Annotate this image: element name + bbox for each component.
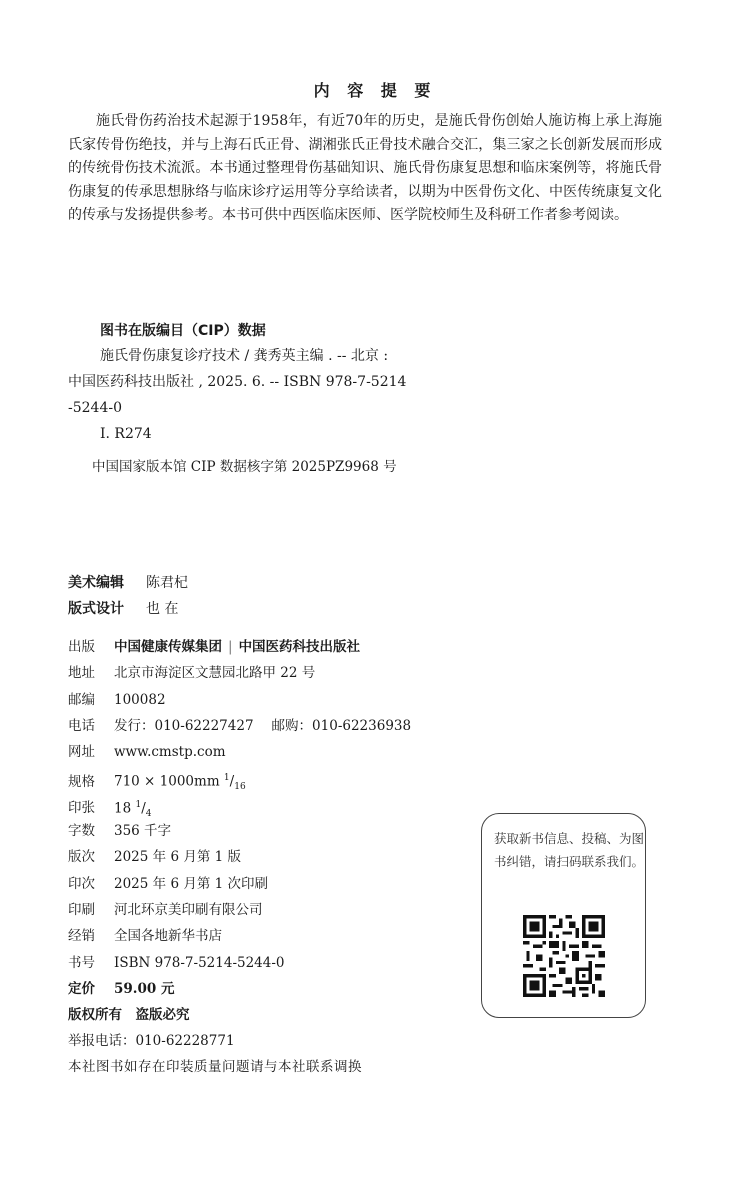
info-label: 网址 (68, 744, 95, 761)
credit-layout-designer (68, 598, 178, 618)
info-label: 电话 (68, 717, 95, 734)
info-row-distributor (68, 923, 411, 949)
info-row-word-count (68, 818, 411, 844)
info-label: 地址 (68, 665, 95, 682)
cip-line-1: 施氏骨伤康复诊疗技术 / 龚秀英主编 . -- 北京 : (100, 348, 389, 364)
cip-record-number: 中国国家版本馆 CIP 数据核字第 2025PZ9968 号 (92, 459, 397, 475)
distributor-value: 全国各地新华书店 (114, 928, 222, 945)
credit-label: 美术编辑 (68, 575, 124, 591)
cip-line-3: -5244-0 (68, 400, 122, 416)
qr-card-text: 获取新书信息、投稿、为图书纠错，请扫码联系我们。 (494, 831, 645, 869)
credit-value: 也 在 (146, 601, 179, 617)
phone-mail-order: 邮购：010-62236938 (271, 717, 412, 734)
page-title: 内 容 提 要 (313, 81, 437, 100)
publisher-group: 中国健康传媒集团 (114, 639, 222, 655)
info-label: 书号 (68, 954, 95, 971)
info-row-publisher (68, 634, 411, 660)
quality-notice: 本社图书如存在印装质量问题请与本社联系调换 (68, 1059, 362, 1075)
abstract-text: 施氏骨伤药治技术起源于1958年，有近70年的历史，是施氏骨伤创始人施访梅上承上海施氏家传骨伤绝技，并与上海石氏正骨、湖湘张氏正骨技术融合交汇，集三家之长创新发展而形成的传统骨伤技术流派。本书通过整理骨伤基础知识、施氏骨伤康复思想和临床案例等，将施氏骨伤康复的传承思想脉络与临床诊疗运用等分享给读者，以期为中医骨伤文化、中医传统康复文化的传承与发扬提供参考。本书可供中西医临床医师、医学院校师生及科研工作者参考阅读。 (68, 113, 662, 224)
info-row-impression (68, 871, 411, 897)
cip-classification: Ⅰ. R274 (100, 426, 152, 442)
credit-value: 陈君杞 (146, 575, 188, 591)
info-row-website (68, 739, 411, 765)
info-label: 印次 (68, 875, 95, 892)
info-label: 版次 (68, 849, 95, 866)
report-phone: 举报电话：010-62228771 (68, 1033, 235, 1050)
info-row-printer (68, 897, 411, 923)
sheets-value: 18 $^1/_4$ (114, 799, 152, 819)
info-row-address (68, 660, 411, 686)
info-label: 字数 (68, 823, 95, 840)
info-label: 经销 (68, 928, 95, 945)
info-label: 印刷 (68, 901, 95, 918)
publisher-name: 中国医药科技出版社 (238, 639, 361, 655)
phone-distribution: 发行：010-62227427 (114, 717, 254, 734)
copyright-notice: 版权所有 盗版必究 (68, 1007, 190, 1024)
impression-value: 2025 年 6 月第 1 次印刷 (114, 875, 268, 892)
info-label: 规格 (68, 773, 95, 790)
publication-info (68, 634, 411, 1055)
word-count-value: 356 千字 (114, 823, 172, 840)
info-label: 出版 (68, 639, 95, 655)
format-value: 710 × 1000mm $^1/_{16}$ (114, 773, 246, 793)
publisher-separator: | (228, 639, 233, 655)
info-row-format (68, 765, 411, 791)
qr-code-icon[interactable] (523, 915, 605, 997)
info-label: 定价 (68, 980, 95, 997)
edition-value: 2025 年 6 月第 1 版 (114, 849, 241, 866)
isbn-value: ISBN 978-7-5214-5244-0 (114, 954, 285, 971)
credit-art-editor (68, 572, 188, 592)
credit-label: 版式设计 (68, 601, 124, 617)
info-label: 邮编 (68, 691, 95, 708)
info-label: 印张 (68, 800, 95, 817)
info-row-price (68, 976, 411, 1002)
address-value: 北京市海淀区文慧园北路甲 22 号 (114, 665, 316, 682)
cip-line-2: 中国医药科技出版社 , 2025. 6. -- ISBN 978-7-5214 (68, 374, 407, 390)
zip-value: 100082 (114, 691, 166, 708)
price-value: 59.00 元 (114, 980, 175, 997)
cip-heading: 图书在版编目（CIP）数据 (100, 323, 266, 339)
info-row-isbn (68, 950, 411, 976)
info-row-edition (68, 844, 411, 870)
website-value: www.cmstp.com (114, 744, 226, 761)
printer-value: 河北环京美印刷有限公司 (114, 901, 263, 918)
info-row-phone (68, 713, 411, 739)
info-row-zip (68, 687, 411, 713)
